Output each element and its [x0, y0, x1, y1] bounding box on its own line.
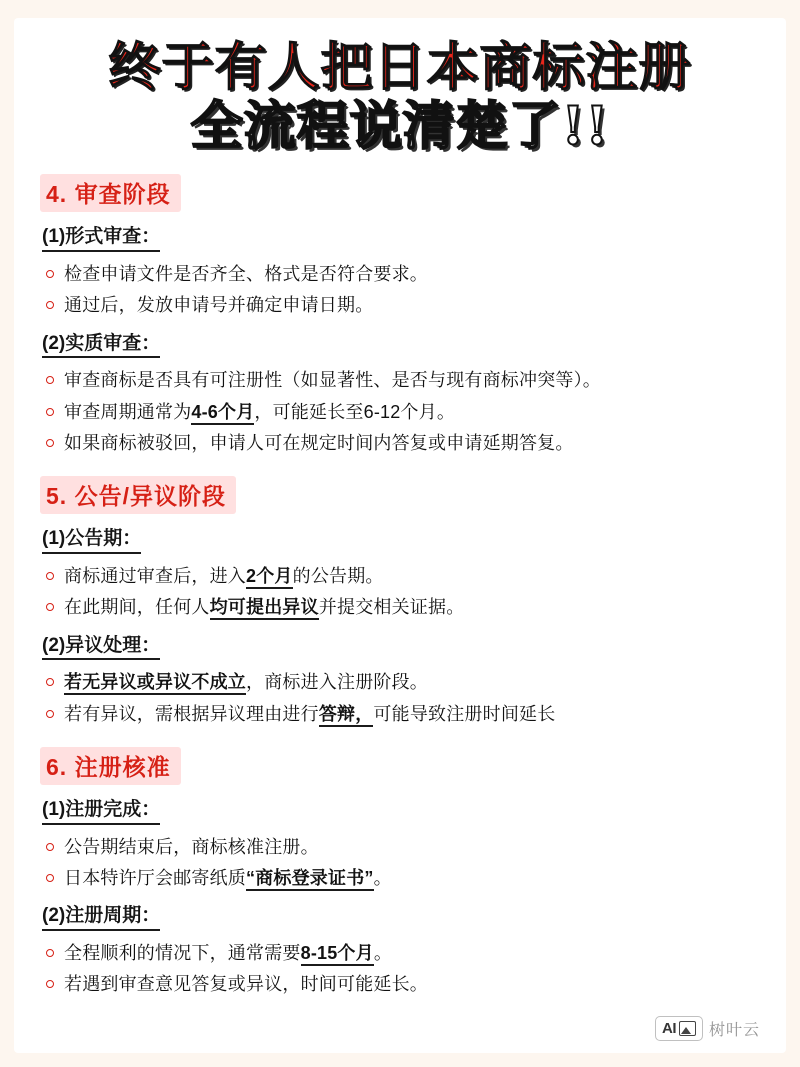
list-item: 若有异议，需根据异议理由进行答辩，可能导致注册时间延长 — [44, 702, 760, 726]
subsection-heading: (1)公告期： — [42, 527, 141, 554]
subsection — [40, 897, 760, 996]
subsection-heading: (1)注册完成： — [42, 798, 160, 825]
list-item: 如果商标被驳回，申请人可在规定时间内答复或申请延期答复。 — [44, 431, 760, 455]
page-title — [40, 37, 760, 158]
subsection-heading: (2)实质审查： — [42, 332, 160, 359]
list-item: 通过后，发放申请号并确定申请日期。 — [44, 293, 760, 317]
title-line-1: 终于有人把日本商标注册 — [108, 37, 692, 98]
subsection — [40, 791, 760, 890]
list-item: 审查周期通常为4-6个月，可能延长至6-12个月。 — [44, 400, 760, 424]
list-item: 在此期间，任何人均可提出异议并提交相关证据。 — [44, 595, 760, 619]
section-heading: 6. 注册核准 — [40, 747, 181, 785]
section-heading: 5. 公告/异议阶段 — [40, 476, 236, 514]
item-list — [40, 262, 760, 318]
subsection — [40, 627, 760, 726]
picture-icon — [679, 1021, 696, 1036]
poster-sheet — [14, 18, 786, 1053]
section-publication-opposition-stage — [40, 462, 760, 726]
list-item: 若无异议或异议不成立，商标进入注册阶段。 — [44, 670, 760, 694]
item-list — [40, 835, 760, 891]
section-registration-approval — [40, 733, 760, 997]
list-item: 全程顺利的情况下，通常需要8-15个月。 — [44, 941, 760, 965]
subsection — [40, 325, 760, 456]
ai-image-badge — [655, 1016, 703, 1041]
brand-label: 树叶云 — [708, 1022, 760, 1039]
list-item: 检查申请文件是否齐全、格式是否符合要求。 — [44, 262, 760, 286]
list-item: 若遇到审查意见答复或异议，时间可能延长。 — [44, 972, 760, 996]
subsection-heading: (1)形式审查： — [42, 225, 160, 252]
item-list — [40, 941, 760, 997]
section-review-stage — [40, 160, 760, 455]
list-item: 日本特许厅会邮寄纸质“商标登录证书”。 — [44, 866, 760, 890]
ai-label: AI — [661, 1020, 676, 1037]
list-item: 商标通过审查后，进入2个月的公告期。 — [44, 564, 760, 588]
item-list — [40, 670, 760, 726]
item-list — [40, 564, 760, 620]
title-line-2: 全流程说清楚了!! — [190, 96, 610, 158]
subsection-heading: (2)注册周期： — [42, 904, 160, 931]
watermark — [655, 1016, 760, 1041]
section-heading: 4. 审查阶段 — [40, 174, 181, 212]
subsection — [40, 218, 760, 317]
subsection-heading: (2)异议处理： — [42, 634, 160, 661]
item-list — [40, 368, 760, 455]
list-item: 审查商标是否具有可注册性（如显著性、是否与现有商标冲突等）。 — [44, 368, 760, 392]
subsection — [40, 520, 760, 619]
list-item: 公告期结束后，商标核准注册。 — [44, 835, 760, 859]
